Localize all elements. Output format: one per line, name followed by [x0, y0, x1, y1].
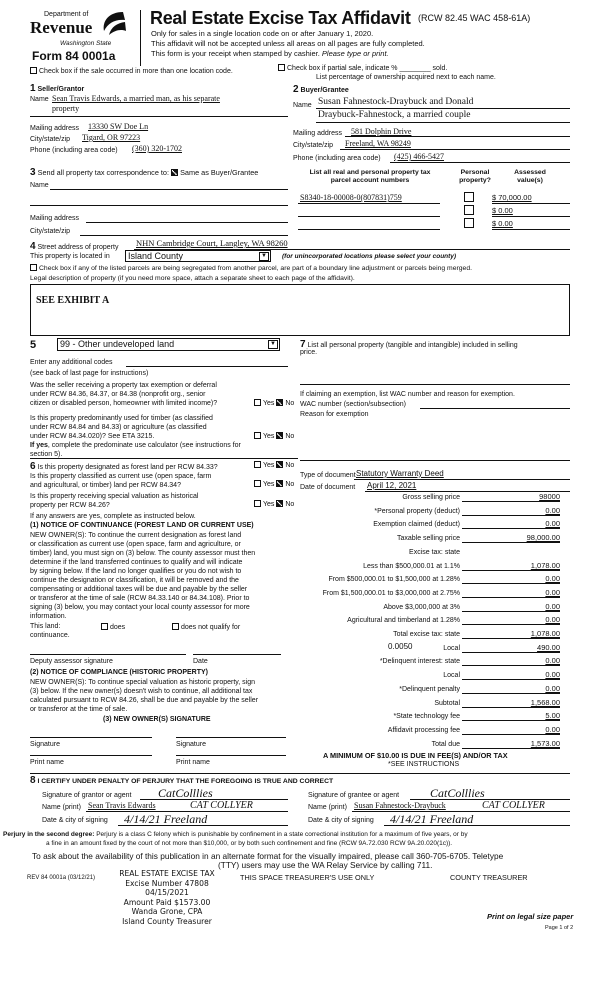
tax-row-value[interactable]: 1,078.00 [462, 629, 560, 639]
claim-label: If claiming an exemption, list WAC number and reason for exemption. [300, 391, 515, 398]
grantor-signature-label: Signature of grantor or agent [42, 792, 132, 799]
tax-row-value[interactable]: 98,000.00 [462, 533, 560, 543]
street-label: 4 Street address of property [30, 241, 119, 252]
grantor-name[interactable]: Sean Travis Edwards [88, 801, 156, 810]
assessed-header: Assessed value(s) [514, 169, 546, 184]
county-select[interactable]: Island County ▼ [125, 250, 271, 262]
partial-sale-check[interactable]: Check box if partial sale, indicate % ________ sold. [278, 64, 447, 73]
seller-name-line [30, 116, 288, 117]
buyer-mail-label: Mailing address [293, 130, 343, 137]
buyer-city-label: City/state/zip [293, 142, 334, 149]
sec8-divider [30, 773, 570, 774]
tax-row-value[interactable]: 1,568.00 [462, 698, 560, 708]
land-use-select[interactable]: 99 - Other undeveloped land ▼ [57, 338, 280, 351]
tax-row-value[interactable]: 98000 [462, 492, 560, 502]
parcel-line [298, 203, 440, 204]
correspondence-label: 3 Send all property tax correspondence to: Same as Buyer/Grantee [30, 167, 259, 178]
continuance-label: continuance. [30, 632, 70, 639]
doc-type[interactable]: Statutory Warranty Deed [356, 469, 444, 478]
segregated-check[interactable]: Check box if any of the listed parcels are being segregated from another parcel, are part of a boundary line adjustment or parcels being merged. [30, 264, 472, 273]
notice-2-text: NEW OWNER(S): To continue special valuation as historic property, sign (3) below. If the new owner(s) doesn't wish to continue, all additional tax calculated pursuant to RCW 84.26, shall be due and payable by the seller or transferor at the time of sale. [30, 679, 259, 713]
exemption-yes-no[interactable]: Yes No [254, 399, 294, 408]
tax-row-label: Total excise tax: state [393, 631, 460, 638]
tax-row-value[interactable]: 0.00 [462, 615, 560, 625]
reason-label: Reason for exemption [300, 411, 369, 418]
revenue-logo-text: Revenue [30, 18, 93, 37]
personal-property-field[interactable] [300, 384, 570, 385]
seller-phone-label: Phone (including area code) [30, 147, 118, 154]
header-line-3: This form is your receipt when stamped by cashier. Please type or print. [151, 49, 389, 58]
does-not-checkbox[interactable]: does not qualify for [172, 623, 240, 632]
parcel-number[interactable]: S8340-18-00008-0(807831)759 [300, 193, 402, 202]
rcw-reference: (RCW 82.45 WAC 458-61A) [418, 13, 531, 23]
buyer-city[interactable]: Freeland, WA 98249 [345, 139, 411, 148]
grantor-signature[interactable]: CatColllies [158, 786, 213, 800]
doc-date[interactable]: April 12, 2021 [367, 481, 417, 490]
local-rate[interactable]: 0.0050 [388, 642, 413, 651]
legal-size-note: Print on legal size paper [487, 912, 574, 921]
grantor-date-label: Date & city of signing [42, 817, 108, 824]
sec5-divider [30, 458, 298, 459]
tax-row-label: Above $3,000,000 at 3% [383, 603, 460, 611]
notice-2-title: (2) NOTICE OF COMPLIANCE (HISTORIC PROPERTY) [30, 669, 208, 676]
buyer-city-line [340, 149, 570, 150]
tax-row-label: *Delinquent interest: state [379, 658, 460, 666]
personal-property-checkbox[interactable] [464, 218, 474, 228]
tax-row-value[interactable]: 490.00 [462, 643, 560, 653]
tax-row-label: Less than $500,000.01 at 1.1% [363, 562, 460, 570]
buyer-heading: 2 Buyer/Grantee [293, 84, 349, 95]
tax-row-value[interactable]: 0.00 [462, 506, 560, 516]
signature-label-2: Signature [176, 741, 206, 748]
seller-name-2[interactable]: property [52, 104, 80, 113]
reason-field[interactable] [300, 460, 570, 461]
tax-row-label: Excise tax: state [409, 548, 460, 556]
grantee-signature[interactable]: CatColllies [430, 786, 485, 800]
doc-type-line [354, 479, 570, 480]
tax-row-value[interactable]: 1,078.00 [462, 561, 560, 571]
personal-property-checkbox[interactable] [464, 192, 474, 202]
tax-row-value[interactable]: 5.00 [462, 711, 560, 721]
treasurer-stamp: REAL ESTATE EXCISE TAX Excise Number 47808 04/15/2021 Amount Paid $1573.00 Wanda Grone, CPA Island County Treasurer [119, 869, 215, 926]
legal-label: Legal description of property (if you need more space, attach a separate sheet to each page of the affidavit). [30, 275, 355, 282]
buyer-name-1[interactable]: Susan Fahnestock-Draybuck and Donald [318, 97, 474, 107]
deputy-date-field[interactable] [193, 654, 281, 655]
chevron-down-icon: ▼ [268, 340, 278, 349]
certify-title: 8 I CERTIFY UNDER PENALTY OF PERJURY THAT THE FOREGOING IS TRUE AND CORRECT [30, 775, 334, 786]
grantee-name[interactable]: Susan Fahnestock-Draybuck [354, 801, 446, 810]
grantor-name-label: Name (print) [42, 804, 81, 811]
parcel-line [298, 229, 440, 230]
signature-label-1: Signature [30, 741, 60, 748]
tax-row-label: *Personal property (deduct) [374, 507, 460, 515]
forest-yes-no[interactable]: Yes No [254, 461, 294, 470]
located-label: This property is located in [30, 253, 110, 260]
seller-heading: 1 Seller/Grantor [30, 83, 85, 94]
doc-type-label: Type of document [300, 472, 356, 479]
buyer-mail[interactable]: 581 Dolphin Drive [351, 127, 412, 136]
corr-name-field[interactable] [50, 189, 288, 190]
personal-property-checkbox[interactable] [464, 205, 474, 215]
notice-1-text: NEW OWNER(S): To continue the current designation as forest land or classification as current use (open space, farm and agriculture, or timber) land, you must sign on (3) below. The county assessor must then determine if the land transferred continues to qualify and will indicate by signing below. If the land no longer qualifies or you do not wish to continue the designation or classification, it will be removed and the compensating or additional taxes will be due and payable by the seller or transferor at the time of sale (RCW 84.33.140 or 84.34.108). Prior to signing (3) below, you may contact your local county assessor for more information. [30, 532, 256, 620]
assessed-line [492, 203, 570, 204]
grantee-date-line [384, 825, 570, 826]
sec5-num: 5 [30, 339, 37, 351]
dor-logo-icon [99, 9, 127, 37]
seller-phone[interactable]: (360) 320-1702 [132, 144, 182, 153]
grantor-agent-name: CAT COLLYER [190, 800, 253, 811]
header-line-2: This affidavit will not be accepted unless all areas on all pages are fully completed. [151, 39, 425, 48]
historical-yes-no[interactable]: Yes No [254, 500, 294, 509]
accessibility-note-2: (TTY) users may use the WA Relay Service by calling 711. [218, 860, 433, 870]
new-owner-signature-title: (3) NEW OWNER(S) SIGNATURE [103, 716, 211, 723]
street-address[interactable]: NHN Cambridge Court, Langley, WA 98260 [136, 238, 288, 248]
grantee-agent-name: CAT COLLYER [482, 800, 545, 811]
buyer-phone-label: Phone (including area code) [293, 155, 381, 162]
tax-row-label: *State technology fee [393, 713, 460, 721]
corr-mail-label: Mailing address [30, 215, 80, 222]
seller-name-label: Name [30, 96, 49, 103]
tax-row-label: Total due [431, 740, 460, 748]
additional-codes-field[interactable] [126, 366, 288, 367]
minimum-notice: A MINIMUM OF $10.00 IS DUE IN FEE(S) AND/OR TAX [323, 751, 508, 760]
grantee-date-label: Date & city of signing [308, 817, 374, 824]
timber-question: Is this property predominantly used for timber (as classified under RCW 84.84 and 84.33) or agriculture (as classified under RCW 84.34.020)? See ETA 3215. If yes, complete the predominate use calculator (see instructions for section 5). [30, 415, 241, 458]
timber-yes-no[interactable]: Yes No [254, 432, 294, 441]
assessed-line [492, 216, 570, 217]
deputy-date-label: Date [193, 658, 208, 665]
tax-row-value[interactable]: 0.00 [462, 684, 560, 694]
seller-mail-label: Mailing address [30, 125, 80, 132]
tax-row-value[interactable]: 0.00 [462, 519, 560, 529]
state-label: Washington State [60, 40, 112, 47]
assessed-value[interactable]: $ 70,000.00 [492, 193, 532, 202]
page-number: Page 1 of 2 [545, 925, 574, 931]
corr-line [30, 205, 288, 206]
buyer-name-line-1 [316, 108, 570, 109]
form-number: Form 84 0001a [32, 49, 116, 63]
percent-note: List percentage of ownership acquired next to each name. [316, 74, 496, 81]
buyer-name-2[interactable]: Draybuck-Fahnestock, a married couple [318, 110, 471, 120]
historical-question: Is this property receiving special valuation as historical property per RCW 84.26? [30, 493, 199, 509]
this-land-label: This land: [30, 623, 61, 630]
multi-location-check[interactable]: Check box if the sale occurred in more than one location code. [30, 67, 233, 76]
forest-question: 6 Is this property designated as forest land per RCW 84.33? [30, 461, 218, 472]
tax-row-value[interactable]: 0.00 [462, 670, 560, 680]
chevron-down-icon: ▼ [259, 252, 269, 261]
corr-mail-field[interactable] [86, 222, 288, 223]
assessed-value[interactable]: $ 0.00 [492, 206, 513, 215]
exemption-question: Was the seller receiving a property tax exemption or deferral under RCW 84.36, 84.37, or 84.38 (nonprofit org., senior citizen or disabled person, homeowner with limited income)? [30, 382, 218, 407]
corr-name-label: Name [30, 182, 49, 189]
buyer-name-line-2 [316, 122, 570, 123]
corr-city-label: City/state/zip [30, 228, 71, 235]
tax-row-value[interactable]: 0.00 [462, 602, 560, 612]
codes-note: (see back of last page for instructions) [30, 370, 149, 377]
wac-field[interactable] [420, 408, 570, 409]
tax-row-label: Gross selling price [402, 494, 460, 501]
header-line-1: Only for sales in a single location code on or after January 1, 2020. [151, 29, 374, 38]
print-name-label-1: Print name [30, 759, 64, 766]
perjury-notice-2: a fine in an amount fixed by the court of not more than $10,000, or by both such confinement and fine (RCW 9A.72.030 RCW 9A.20.020(1c)). [46, 840, 453, 847]
tax-row-value[interactable]: 1,573.00 [462, 739, 560, 749]
corr-city-field[interactable] [80, 235, 288, 236]
tax-row-label: Exemption claimed (deduct) [373, 521, 460, 529]
header-divider [140, 10, 141, 66]
assessed-line [492, 229, 570, 230]
buyer-phone-line [390, 162, 570, 163]
same-as-buyer-checkbox[interactable] [171, 169, 178, 176]
wac-label: WAC number (section/subsection) [300, 401, 406, 408]
rev-number: REV 84 0001a (03/12/21) [27, 875, 96, 881]
legal-description-box[interactable] [30, 284, 570, 336]
grantee-name-label: Name (print) [308, 804, 347, 811]
parcel-line [298, 216, 440, 217]
treasurer-use: THIS SPACE TREASURER'S USE ONLY [240, 873, 375, 882]
buyer-phone[interactable]: (425) 466-5427 [394, 152, 444, 161]
parcel-header: List all real and personal property tax parcel account numbers [309, 169, 431, 184]
county-note: (for unincorporated locations please select your county) [282, 253, 457, 260]
grantee-signature-label: Signature of grantee or agent [308, 792, 400, 799]
assessed-value[interactable]: $ 0.00 [492, 219, 513, 228]
tax-row-label: Taxable selling price [396, 535, 460, 543]
tax-row-label: Local [443, 672, 460, 680]
tax-row-value[interactable]: 0.00 [462, 725, 560, 735]
owner-print-1[interactable] [30, 755, 152, 756]
current-use-question: Is this property classified as current use (open space, farm and agricultural, or timber) land per RCW 84.34? [30, 473, 212, 489]
grantee-date-city[interactable]: 4/14/21 Freeland [390, 812, 474, 826]
tax-row-label: Affidavit processing fee [387, 726, 460, 734]
deputy-signature-field[interactable] [30, 654, 186, 655]
owner-signature-1[interactable] [30, 737, 152, 738]
owner-print-2[interactable] [176, 755, 286, 756]
see-instructions: *SEE INSTRUCTIONS [388, 761, 460, 768]
tax-row-label: *Delinquent penalty [399, 685, 460, 693]
notice-1-title: (1) NOTICE OF CONTINUANCE (FOREST LAND OR CURRENT USE) [30, 522, 254, 529]
accessibility-note: To ask about the availability of this publication in an alternate format for the visually impaired, please call 360-705-6705. Teletype [32, 851, 504, 861]
personal-property-label: 7 List all personal property (tangible and intangible) included in selling [300, 339, 518, 350]
personal-property-label-2: price. [300, 349, 318, 356]
tax-row-value[interactable]: 0.00 [462, 574, 560, 584]
dept-label: Department of [44, 11, 89, 18]
if-any-note: If any answers are yes, complete as instructed below. [30, 513, 196, 520]
tax-row-label: From $500,000.01 to $1,500,000 at 1.28% [328, 576, 460, 584]
tax-row-label: Local [443, 644, 460, 652]
personal-header: Personal property? [459, 169, 491, 184]
tax-row-value[interactable]: 0.00 [462, 656, 560, 666]
owner-signature-2[interactable] [176, 737, 286, 738]
county-treasurer: COUNTY TREASURER [450, 873, 528, 882]
seller-city[interactable]: Tigard, OR 97223 [82, 133, 141, 142]
tax-row-label: Agricultural and timberland at 1.28% [347, 617, 460, 625]
tax-row-value[interactable]: 0.00 [462, 588, 560, 598]
tax-row-label: Subtotal [434, 699, 460, 707]
current-use-yes-no[interactable]: Yes No [254, 480, 294, 489]
tax-row-label: From $1,500,000.01 to $3,000,000 at 2.75% [322, 589, 460, 597]
seller-name-1[interactable]: Sean Travis Edwards, a married man, as his separate [52, 94, 220, 103]
seller-mail[interactable]: 13330 SW Doe Ln [88, 122, 149, 131]
print-name-label-2: Print name [176, 759, 210, 766]
buyer-name-label: Name [293, 102, 312, 109]
deputy-label: Deputy assessor signature [30, 658, 113, 665]
doc-date-label: Date of document [300, 484, 356, 491]
perjury-notice: Perjury in the second degree: Perjury is a class C felony which is punishable by confinement in a state correctional institution for a maximum of five years, or by [3, 831, 468, 838]
grantor-date-line [118, 825, 288, 826]
legal-description: SEE EXHIBIT A [36, 295, 110, 306]
buyer-mail-line [345, 136, 570, 137]
seller-city-label: City/state/zip [30, 136, 71, 143]
page-title: Real Estate Excise Tax Affidavit [150, 8, 411, 28]
additional-codes-label: Enter any additional codes [30, 359, 113, 366]
grantor-date-city[interactable]: 4/14/21 Freeland [124, 812, 208, 826]
does-checkbox[interactable]: does [101, 623, 125, 632]
